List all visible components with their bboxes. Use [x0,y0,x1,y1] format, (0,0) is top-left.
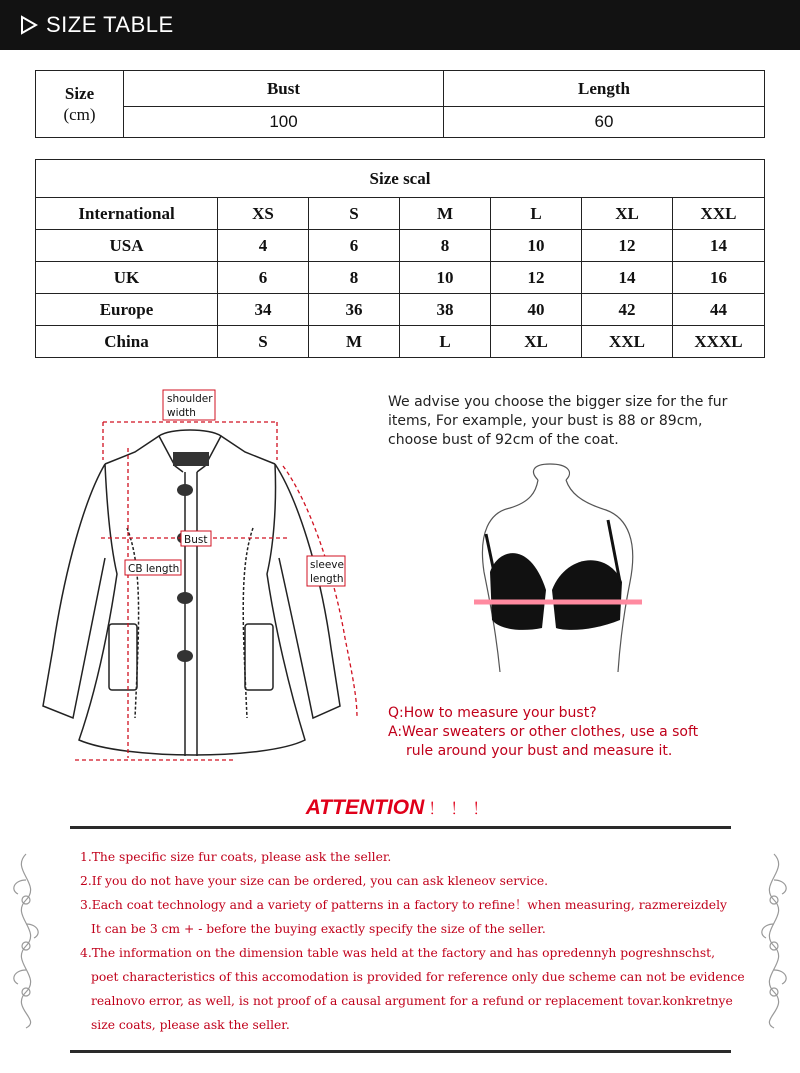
row-label: UK [36,262,218,294]
table-cell: XS [218,198,309,230]
length-header: Length [444,71,765,107]
question-text: Q:How to measure your bust? [388,705,597,721]
table-cell: 34 [218,294,309,326]
row-label: China [36,326,218,358]
note-4-cont-2: realnovo error, as well, is not proof of a causal argument for a refund or replacement tovar.konkretnye [91,994,733,1008]
divider-top [70,826,731,829]
table-cell: S [218,326,309,358]
row-label: International [36,198,218,230]
divider-bottom [70,1050,731,1053]
bust-mannequin-image [470,462,650,682]
table-row [36,262,765,294]
row-label: Europe [36,294,218,326]
table-cell: 44 [673,294,765,326]
shoulder-label: shoulder [167,393,213,405]
measurement-lines [75,422,357,760]
note-4-cont-1: poet characteristics of this accomodation is provided for reference only due scheme can not be evidence [91,970,745,984]
length-value: 60 [444,107,765,138]
table-cell: 4 [218,230,309,262]
coat-measurement-diagram [35,388,375,768]
note-4: 4.The information on the dimension table was held at the factory and has opredennyh pogreshnschst, [80,946,715,960]
table-cell: 8 [309,262,400,294]
sleeve-label-2: length [310,573,344,585]
table-cell: 38 [400,294,491,326]
table-cell: 8 [400,230,491,262]
bust-value: 100 [124,107,444,138]
attention-heading: ATTENTION ！！！ [305,796,495,819]
table-cell: XL [491,326,582,358]
note-1: 1.The specific size fur coats, please ask the seller. [80,850,392,864]
table-cell: XL [582,198,673,230]
note-4-cont-3: size coats, please ask the seller. [91,1018,290,1032]
row-label: USA [36,230,218,262]
note-3: 3.Each coat technology and a variety of patterns in a factory to refine！when measuring, razmereizdely [80,898,727,912]
right-ornament-icon [752,850,796,1030]
table-cell: 40 [491,294,582,326]
bra-shape [490,553,622,630]
table-cell: M [400,198,491,230]
sleeve-label: sleeve [310,559,344,571]
page-header [0,0,800,50]
table-cell: XXXL [673,326,765,358]
table-cell: 10 [491,230,582,262]
size-cm-header: Size (cm) [36,71,124,138]
bust-label: Bust [184,534,208,546]
table-cell: 42 [582,294,673,326]
table-cell: 6 [309,230,400,262]
table-cell: 36 [309,294,400,326]
table-row [36,294,765,326]
bust-header: Bust [124,71,444,107]
note-2: 2.If you do not have your size can be ordered, you can ask kleneov service. [80,874,549,888]
collar-band [173,452,209,466]
size-scale-title: Size scal [36,160,765,198]
size-table [35,70,765,138]
cb-length-label: CB length [128,563,180,575]
coat-outline [43,430,340,756]
answer-text-2: rule around your bust and measure it. [406,743,673,759]
table-cell: XXL [673,198,765,230]
table-cell: L [400,326,491,358]
play-triangle-icon [20,15,38,35]
table-cell: 12 [491,262,582,294]
table-cell: XXL [582,326,673,358]
table-cell: M [309,326,400,358]
table-cell: 6 [218,262,309,294]
answer-text: A:Wear sweaters or other clothes, use a soft [388,724,699,740]
table-cell: 12 [582,230,673,262]
table-cell: S [309,198,400,230]
table-cell: 14 [673,230,765,262]
table-row [36,230,765,262]
page-title: SIZE TABLE [46,12,174,37]
table-row [36,326,765,358]
table-cell: 14 [582,262,673,294]
table-cell: 10 [400,262,491,294]
note-3-cont: It can be 3 cm + - before the buying exactly specify the size of the seller. [91,922,546,936]
shoulder-label-2: width [167,407,196,419]
left-ornament-icon [4,850,48,1030]
advice-text: We advise you choose the bigger size for the fur items, For example, your bust is 88 or 89cm, choose bust of 92cm of the coat. [388,394,728,448]
size-scale-table [35,159,765,358]
table-cell: L [491,198,582,230]
bust-measure-qa [388,704,788,761]
table-cell: 16 [673,262,765,294]
table-row [36,198,765,230]
seller-notes [80,845,745,1037]
